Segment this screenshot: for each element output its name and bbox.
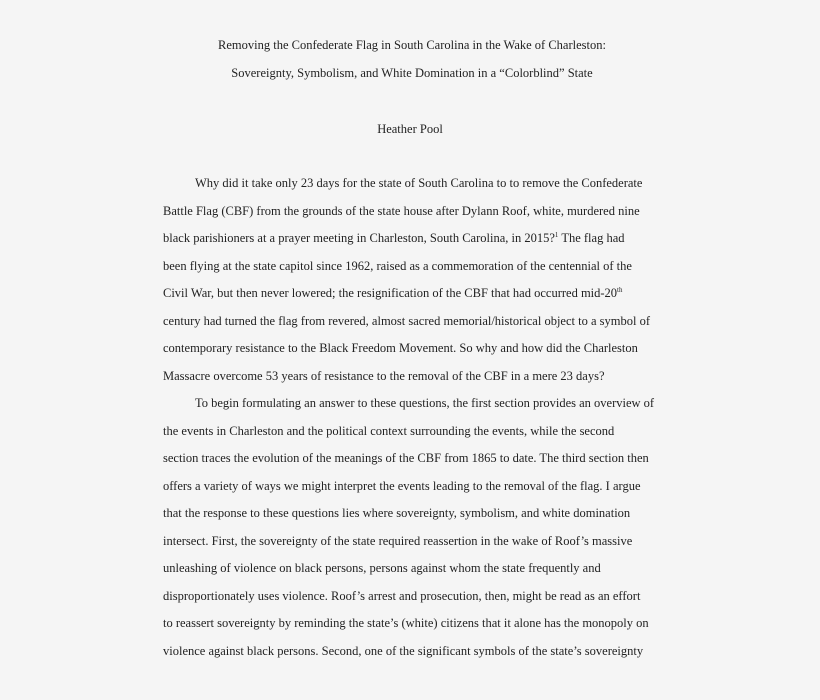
text-line: Massacre overcome 53 years of resistance to the removal of the CBF in a mere 23 days? [163,368,605,383]
text-span: black parishioners at a prayer meeting in Charleston, South Carolina, in 2015? [163,231,555,245]
document-body [163,170,683,665]
footnote-marker[interactable]: 1 [554,231,559,239]
text-line: Battle Flag (CBF) from the grounds of the state house after Dylann Roof, white, murdered nine [163,203,640,218]
text-line: that the response to these questions lies where sovereignty, symbolism, and white domination [163,506,631,520]
text-span: The flag had [558,231,625,245]
author-name: Heather Pool [377,122,443,136]
text-line: century had turned the flag from revered, almost sacred memorial/historical object to a symbol of [163,313,650,328]
text-line: offers a variety of ways we might interpret the events leading to the removal of the flag. I argue [163,478,641,493]
text-line: violence against black persons. Second, one of the significant symbols of the state’s sovereignty [163,643,644,658]
text-line: section traces the evolution of the meanings of the CBF from 1865 to date. The third section then [163,451,649,465]
text-line: intersect. First, the sovereignty of the state required reassertion in the wake of Roof’s massive [163,533,633,548]
text-line: unleashing of violence on black persons, persons against whom the state frequently and [163,561,601,575]
document-title-line-2: Sovereignty, Symbolism, and White Domination in a “Colorblind” State [231,66,593,80]
text-line: To begin formulating an answer to these questions, the first section provides an overview of [195,396,655,410]
text-line: the events in Charleston and the political context surrounding the events, while the second [163,423,615,438]
text-line: disproportionately uses violence. Roof’s arrest and prosecution, then, might be read as an effort [163,588,641,603]
ordinal-suffix: th [617,286,623,294]
text-line: contemporary resistance to the Black Freedom Movement. So why and how did the Charleston [163,341,638,355]
text-line [163,280,683,308]
text-line: to reassert sovereignty by reminding the state’s (white) citizens that it alone has the monopoly on [163,616,649,630]
text-line: been flying at the state capitol since 1962, raised as a commemoration of the centennial of the [163,258,632,273]
document-title-line-1: Removing the Confederate Flag in South Carolina in the Wake of Charleston: [218,38,606,52]
text-line [163,225,683,253]
text-span: Civil War, but then never lowered; the resignification of the CBF that had occurred mid-20 [163,286,618,300]
text-line: Why did it take only 23 days for the state of South Carolina to to remove the Confederate [195,176,643,190]
